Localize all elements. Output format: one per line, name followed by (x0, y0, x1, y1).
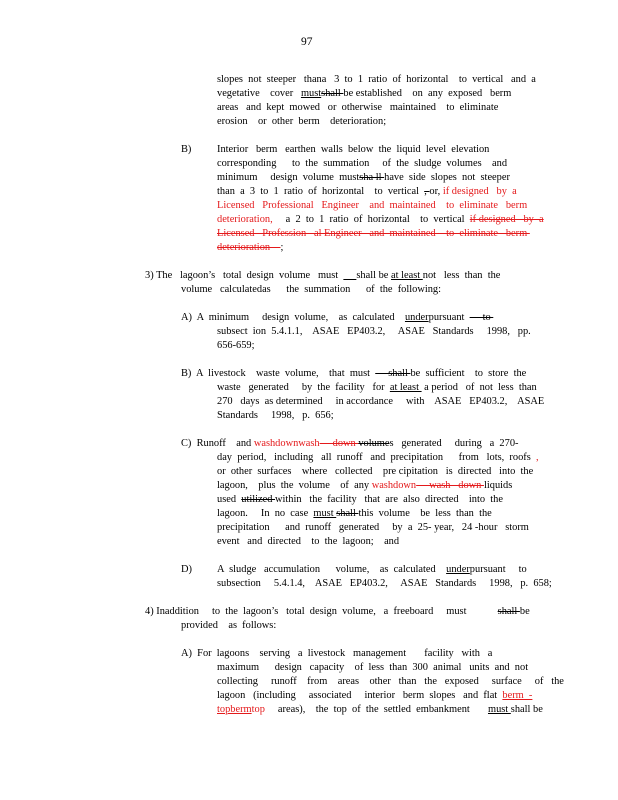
text-run: shall be (356, 270, 392, 281)
text-line (217, 507, 492, 520)
text-run: pursuant (428, 312, 470, 323)
text-run: volume (358, 438, 390, 449)
text-run: 3) The lagoon’s total design volume must (145, 270, 344, 281)
text-run: shall be (510, 704, 543, 715)
text-run: vegetative cover (217, 88, 301, 99)
text-line (217, 101, 498, 114)
text-run: maximum design capacity of less than 300 animal units and not (217, 662, 529, 673)
text-run: B) (181, 144, 192, 155)
text-line (217, 227, 530, 240)
text-run: must (487, 704, 511, 715)
text-line (217, 339, 255, 352)
text-line (217, 563, 527, 576)
text-run: waste generated by the facility for (217, 382, 390, 393)
text-line (217, 535, 399, 548)
text-run: shall (336, 508, 359, 519)
text-line (217, 157, 507, 170)
text-run: if designed by a (442, 186, 517, 197)
text-run: collecting runoff from areas other than the exposed surface of the (217, 676, 564, 687)
text-run: A) For lagoons serving a livestock management facility with a (181, 648, 493, 659)
text-run: under (446, 564, 470, 575)
text-run: used (217, 494, 242, 505)
text-run: day period, including all runoff and precipitation from lots, roofs (217, 452, 536, 463)
text-run: a period of not less than (421, 382, 537, 393)
text-run: this volume be less than the (358, 508, 492, 519)
text-run: D) (181, 564, 192, 575)
text-run: erosion or other berm deterioration; (217, 116, 387, 127)
text-run: 270 days as determined in accordance with ASAE EP403.2, ASAE (217, 396, 545, 407)
text-run (343, 270, 356, 281)
text-run: B) A livestock waste volume, that must (181, 368, 376, 379)
text-line (217, 409, 334, 422)
text-line (217, 115, 386, 128)
text-line (181, 647, 492, 660)
text-line (217, 577, 552, 590)
text-run: than a 3 to 1 ratio of horizontal to vertical (217, 186, 425, 197)
text-line (217, 689, 532, 702)
text-run: deterioration, (217, 214, 273, 225)
text-run: 4) Inaddition to the lagoon’s total design volume, a freeboard must (145, 606, 498, 617)
text-run: volume calculatedas the summation of the following: (181, 284, 441, 295)
text-run: subsect ion 5.4.1.1, ASAE EP403.2, ASAE Standards 1998, pp. (217, 326, 531, 337)
text-run: if designed by a (469, 214, 544, 225)
text-line (181, 437, 518, 450)
text-run: event and directed to the lagoon; and (217, 536, 400, 547)
text-line (217, 185, 517, 198)
text-run: not less than the (422, 270, 501, 281)
text-run: A) A minimum design volume, as calculated (181, 312, 405, 323)
text-run: be established on any exposed berm (343, 88, 512, 99)
text-line (217, 521, 529, 534)
text-run: washdownwash (253, 438, 320, 449)
text-run: pursuant to (469, 564, 527, 575)
text-run: top (251, 704, 265, 715)
text-run: topberm (217, 704, 252, 715)
text-run: lagoon, plus the volume of any (217, 480, 372, 491)
text-run: Licensed Profession al Engineer and maintained to eliminate berm (217, 228, 530, 239)
text-run: within the facility that are also directed into the (275, 494, 503, 505)
text-line (217, 325, 531, 338)
text-run: be sufficient to store the (410, 368, 527, 379)
text-run: at least (389, 382, 422, 393)
text-run: be (519, 606, 530, 617)
text-run: Interior berm earthen walls below the liquid level elevation (217, 144, 490, 155)
text-run: sha ll (359, 172, 385, 183)
text-run: shall (321, 88, 344, 99)
text-run: precipitation and runoff generated by a 25- year, 24 -hour storm (217, 522, 529, 533)
text-run: or other surfaces where collected pre cipitation is directed into the (217, 466, 534, 477)
text-run: Standards 1998, p. 656; (217, 410, 334, 421)
text-run: wash down (416, 480, 484, 491)
text-line (217, 479, 512, 492)
text-line (181, 311, 493, 324)
text-run: have side slopes not steeper (384, 172, 510, 183)
text-line (181, 283, 441, 296)
text-line (217, 703, 543, 716)
text-run: , (424, 186, 430, 197)
text-run: at least (391, 270, 423, 281)
text-run: corresponding to the summation of the sludge volumes and (217, 158, 508, 169)
text-run: provided as follows: (181, 620, 277, 631)
text-line (145, 605, 530, 618)
text-line (217, 241, 283, 254)
text-line (217, 171, 510, 184)
text-run: under (404, 312, 429, 323)
text-run: s generated during a 270- (389, 438, 519, 449)
text-line (181, 563, 192, 576)
text-run: lagoon. In no case (217, 508, 314, 519)
text-line (181, 143, 191, 156)
text-line (181, 619, 276, 632)
text-line (217, 87, 511, 100)
text-run: berm - (502, 690, 533, 701)
text-run: must (313, 508, 337, 519)
text-line (217, 199, 527, 212)
text-run: to (469, 312, 494, 323)
text-run: washdown (371, 480, 417, 491)
text-line (217, 395, 544, 408)
text-line (217, 493, 503, 506)
text-run: C) Runoff and (181, 438, 254, 449)
text-run: slopes not steeper thana 3 to 1 ratio of horizontal to vertical and a (217, 74, 536, 85)
text-run: or, (429, 186, 443, 197)
text-line (217, 381, 537, 394)
text-run: areas and kept mowed or otherwise maintained to eliminate (217, 102, 499, 113)
text-run: liquids (483, 480, 513, 491)
text-run: shall (375, 368, 411, 379)
text-line (217, 213, 544, 226)
text-run: ; (280, 242, 284, 253)
text-run: shall (497, 606, 520, 617)
text-run: Licensed Professional Engineer and maintained to eliminate berm (217, 200, 528, 211)
text-run: areas), the top of the settled embankment (264, 704, 488, 715)
text-run: a 2 to 1 ratio of horizontal to vertical (272, 214, 470, 225)
text-run: down (319, 438, 359, 449)
text-line (217, 661, 528, 674)
text-line (181, 367, 526, 380)
text-line (217, 465, 533, 478)
text-line (217, 451, 539, 464)
text-line (145, 269, 500, 282)
text-run: 656-659; (217, 340, 255, 351)
text-line (217, 675, 564, 688)
text-line (217, 73, 536, 86)
text-run: lagoon (including associated interior berm slopes and flat (217, 690, 503, 701)
text-run: deterioration (217, 242, 281, 253)
text-run: subsection 5.4.1.4, ASAE EP403.2, ASAE Standards 1998, p. 658; (217, 578, 552, 589)
page-number: 97 (301, 36, 313, 48)
text-run: A sludge accumulation volume, as calculated (217, 564, 447, 575)
text-line (217, 143, 489, 156)
text-run: minimum design volume must (217, 172, 360, 183)
text-run: must (300, 88, 322, 99)
text-run: , (535, 452, 539, 463)
text-run: utilized (241, 494, 276, 505)
